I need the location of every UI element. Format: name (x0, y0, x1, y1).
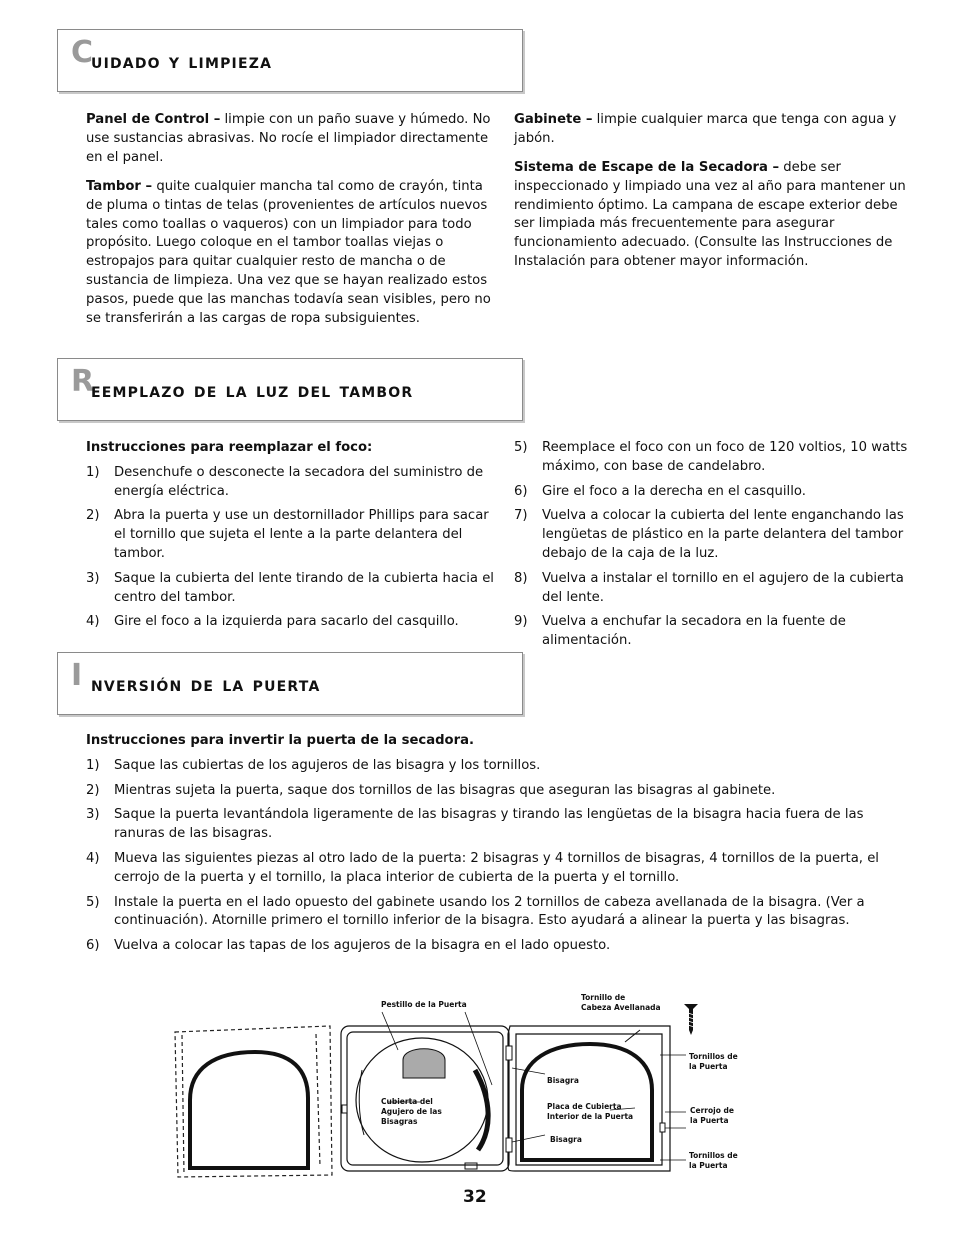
item-text: Saque las cubiertas de los agujeros de las bisagra y los tornillos. (114, 757, 541, 773)
reemplazo-left-list (86, 439, 496, 638)
escape-paragraph (514, 159, 914, 272)
item-number: 3) (86, 807, 100, 823)
item-number: 4) (86, 614, 100, 630)
panel-control-paragraph (86, 111, 496, 167)
list-item (86, 464, 496, 502)
tambor-text: quite cualquier mancha tal como de crayón, tinta de pluma o tintas de telas (provenientes de artículos nuevos tales como toallas o vaqueros) con un limpiador para todo propósito. Luego coloque en el tambor toallas viejas o estropajos para quitar cualquier resto de mancha o de sustancia de limpieza. Una vez que se hayan realizado estos pasos, puede que las manchas todavía sean visibles, pero no se transferirán a las cargas de ropa subsiguientes. (86, 179, 491, 326)
item-number: 3) (86, 570, 100, 586)
item-number: 1) (86, 757, 100, 773)
label-cerrojo (690, 1106, 734, 1126)
section-initial: R (71, 364, 95, 399)
page-number: 32 (463, 1187, 487, 1207)
section-initial: C (71, 35, 94, 70)
list-item (514, 613, 919, 651)
item-text: Vuelva a colocar las tapas de los agujeros de la bisagra en el lado opuesto. (114, 938, 611, 954)
inversion-heading: Instrucciones para invertir la puerta de la secadora. (86, 733, 475, 748)
item-text: Gire el foco a la derecha en el casquillo. (542, 483, 806, 499)
label-line: Cubierta del (381, 1097, 433, 1106)
hinge-top (506, 1046, 512, 1060)
escape-text: debe ser inspeccionado y limpiado una vez al año para mantener un rendimiento óptimo. La campana de escape exterior debe ser limpiada más frecuentemente para asegurar funcionamiento adecuado. (Consulte las Instrucciones de Instalación para obtener mayor información. (514, 160, 906, 269)
label-tornillo-cabeza (581, 993, 661, 1013)
list-item (86, 806, 918, 844)
section-title: eemplazo de la luz del tambor (91, 378, 414, 402)
item-text: Instale la puerta en el lado opuesto del gabinete usando los 2 tornillos de cabeza avellanada de la bisagra. (Ver a continuación). Atornille primero el tornillo inferior de la bisagra. Esto ayudará a alinear la puerta y las bisagras. (114, 894, 865, 929)
item-text: Vuelva a enchufar la secadora en la fuente de alimentación. (542, 614, 846, 649)
list-item (86, 613, 496, 632)
item-number: 2) (86, 508, 100, 524)
item-text: Vuelva a instalar el tornillo en el agujero de la cubierta del lente. (542, 570, 904, 605)
label-line: Cerrojo de (690, 1106, 734, 1115)
item-number: 6) (514, 483, 528, 499)
section-initial: I (71, 658, 83, 693)
item-number: 6) (86, 938, 100, 954)
list-item (514, 439, 919, 477)
list-item (86, 850, 918, 888)
label-pestillo: Pestillo de la Puerta (381, 1000, 467, 1009)
label-bisagra-bottom: Bisagra (550, 1135, 582, 1144)
label-line: la Puerta (690, 1116, 729, 1125)
door-latch (660, 1123, 665, 1132)
inversion-list (86, 732, 918, 962)
drum-baffle (475, 1070, 488, 1150)
item-number: 5) (514, 440, 528, 455)
list-item (514, 507, 919, 563)
item-number: 8) (514, 570, 528, 586)
item-number: 4) (86, 850, 100, 866)
item-number: 9) (514, 614, 528, 630)
item-text: Saque la puerta levantándola ligeramente de las bisagras y tirando las lengüetas de la bisagra hacia fuera de las ranuras de las bisagras. (114, 807, 864, 842)
light-cover (403, 1049, 445, 1078)
reversed-door (508, 1026, 670, 1171)
list-item (514, 483, 919, 502)
section-title: nversión de la puerta (91, 672, 321, 696)
gabinete-paragraph (514, 111, 914, 149)
gabinete-title: Gabinete – (514, 112, 593, 127)
item-text: Vuelva a colocar la cubierta del lente enganchando las lengüetas de plástico en la parte delantera del tambor debajo de la caja de la luz. (542, 508, 904, 561)
item-text: Abra la puerta y use un destornillador Phillips para sacar el tornillo que sujeta el lente a la parte delantera del tambor. (114, 508, 489, 561)
section-header-inversion (57, 652, 523, 715)
label-tornillos-puerta-bottom (689, 1151, 738, 1171)
reemplazo-heading: Instrucciones para reemplazar el foco: (86, 440, 373, 455)
label-line: la Puerta (689, 1161, 728, 1170)
item-text: Gire el foco a la izquierda para sacarlo del casquillo. (114, 614, 459, 630)
item-text: Mueva las siguientes piezas al otro lado de la puerta: 2 bisagras y 4 tornillos de bisagras, 4 tornillos de la puerta, el cerrojo de la puerta y el tornillo, la placa interior de cubierta de la puerta y el tornillo. (114, 850, 879, 885)
hinge-bottom (506, 1138, 512, 1152)
section-title: uidado y limpieza (91, 49, 273, 73)
dashed-door-gasket (190, 1052, 308, 1168)
label-line: Agujero de las (381, 1107, 442, 1116)
label-line: Cabeza Avellanada (581, 1003, 661, 1012)
tambor-paragraph (86, 178, 496, 328)
section-header-reemplazo (57, 358, 523, 421)
gabinete-text: limpie cualquier marca que tenga con agua y jabón. (514, 112, 897, 146)
item-number: 1) (86, 464, 100, 480)
list-item (86, 507, 496, 563)
tambor-title: Tambor – (86, 179, 153, 194)
escape-title: Sistema de Escape de la Secadora – (514, 160, 780, 175)
section-header-cuidado (57, 29, 523, 92)
list-item (86, 570, 496, 608)
item-number: 7) (514, 508, 528, 524)
reemplazo-right-list (514, 439, 919, 657)
label-bisagra-top: Bisagra (547, 1076, 579, 1085)
label-tornillos-puerta-top (689, 1052, 738, 1072)
list-item (86, 782, 918, 801)
label-placa-cubierta (547, 1102, 633, 1122)
label-line: Interior de la Puerta (547, 1112, 634, 1121)
list-item (514, 570, 919, 608)
list-item (86, 894, 918, 932)
item-text: Desenchufe o desconecte la secadora del suministro de energía eléctrica. (114, 464, 484, 499)
item-text: Saque la cubierta del lente tirando de la cubierta hacia el centro del tambor. (114, 570, 494, 605)
list-item (86, 937, 918, 956)
countersunk-screw-icon (684, 1004, 698, 1035)
item-text: Mientras sujeta la puerta, saque dos tornillos de las bisagras que aseguran las bisagras al gabinete. (114, 782, 776, 798)
label-line: Tornillo de (581, 993, 626, 1002)
label-line: Tornillos de (689, 1052, 738, 1061)
door-reversal-diagram (170, 990, 750, 1180)
panel-control-title: Panel de Control – (86, 112, 221, 127)
item-number: 5) (86, 894, 100, 910)
label-line: Bisagras (381, 1117, 418, 1126)
item-number: 2) (86, 782, 100, 798)
item-text: Reemplace el foco con un foco de 120 voltios, 10 watts máximo, con base de candelabro. (542, 440, 908, 474)
label-line: Tornillos de (689, 1151, 738, 1160)
label-line: la Puerta (689, 1062, 728, 1071)
label-line: Placa de Cubierta (547, 1102, 622, 1111)
label-cubierta-agujero (381, 1097, 442, 1127)
list-item (86, 757, 918, 776)
panel-control-text: limpie con un paño suave y húmedo. No use sustancias abrasivas. No rocíe el limpiador directamente en el panel. (86, 112, 491, 165)
